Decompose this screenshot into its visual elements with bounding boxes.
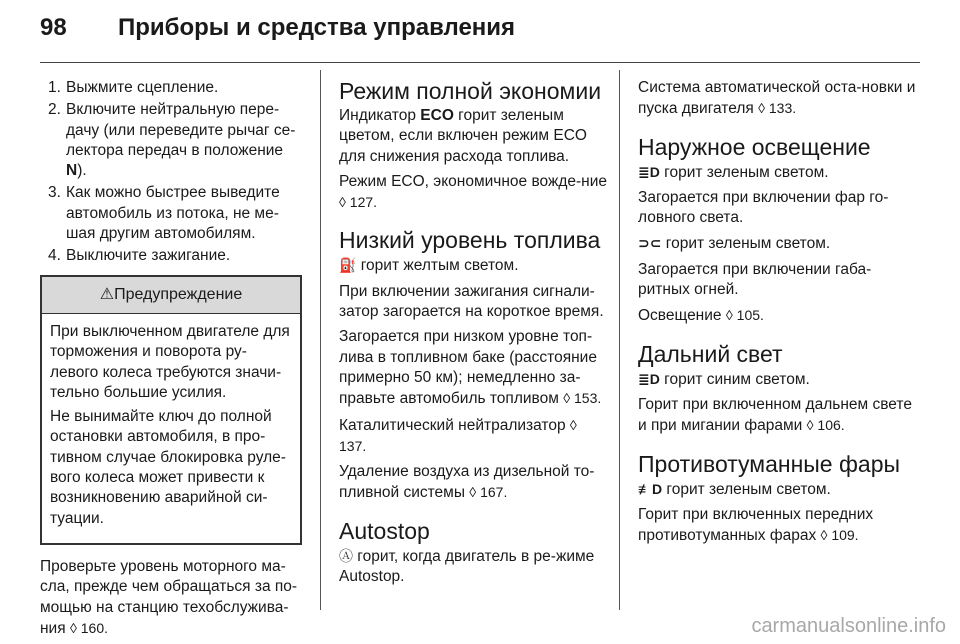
warning-body [42,314,300,543]
fuel-paragraph: ⛽ горит желтым светом. [339,257,519,275]
lighting-paragraph: ⊃⊂ горит зеленым светом. [638,235,831,253]
lighting-paragraph: ≣D горит зеленым светом. [638,163,829,181]
low-beam-icon: ≣D [638,163,660,180]
fuel-paragraph: Удаление воздуха из дизельной то-пливной системы ◊ 167. [339,463,595,502]
list-item: 4. Выключите зажигание. [48,247,231,265]
page-ref-link[interactable]: ◊ 127. [339,194,378,211]
header-rule [40,62,920,63]
warning-header [42,277,300,314]
list-item: 3. Как можно быстрее выведите автомобиль из потока, не ме-шая другим автомобилям. [48,184,280,243]
start-stop-paragraph: Система автоматической оста-новки и пуска двигателя ◊ 133. [638,79,916,118]
page-ref-link[interactable]: ◊ 105. [725,307,764,324]
lighting-paragraph: Освещение ◊ 105. [638,307,764,325]
autostop-icon: Ⓐ [339,547,353,564]
fuel-paragraph: При включении зажигания сигнали-затор загорается на короткое время. [339,282,604,321]
warning-paragraph: При выключенном двигателе для торможения и поворота ру-левого колеса требуются значи-тельно большие усилия. [50,322,290,401]
page-ref-link[interactable]: ◊ 160. [69,619,108,636]
column-divider-2 [619,70,620,610]
oil-check-paragraph: Проверьте уровень моторного ма-сла, прежде чем обращаться за по-мощью на станцию техобслужива-ния ◊ 160. [40,557,298,637]
watermark: carmanualsonline.info [751,615,946,637]
page-ref-link[interactable]: ◊ 109. [820,527,859,544]
list-item: 2. Включите нейтральную пере-дачу (или переведите рычаг се-лектора передач в положение N). [48,101,296,180]
fuel-pump-icon: ⛽ [339,257,357,274]
fog-paragraph: Горит при включенных передних противотуманных фарах ◊ 109. [638,505,874,545]
lighting-paragraph: Загорается при включении габа-ритных огней. [638,260,872,299]
heading-low-fuel: Низкий уровень топлива [339,227,601,254]
list-item: 1. Выжмите сцепление. [48,79,219,96]
high-beam-paragraph: Горит при включенном дальнем свете и при мигании фарами ◊ 106. [638,395,912,435]
eco-paragraph: Индикатор ECO горит зеленым цветом, если включен режим ECO для снижения расхода топлива. [339,107,587,165]
lighting-paragraph: Загорается при включении фар го-ловного света. [638,188,889,227]
warning-title: Предупреждение [114,285,243,303]
page-ref-link[interactable]: ◊ 153. [563,390,602,407]
warning-box [40,275,302,545]
heading-exterior-lighting: Наружное освещение [638,133,871,160]
column-3 [638,78,920,551]
page-ref-link[interactable]: ◊ 133. [758,100,797,117]
page-header [40,14,920,54]
page-number: 98 [40,14,67,41]
side-light-icon: ⊃⊂ [638,235,662,252]
high-beam-paragraph: ≣D горит синим светом. [638,370,810,388]
warning-paragraph: Не вынимайте ключ до полной остановки автомобиля, в про-тивном случае блокировка руле-вого колеса может привести к возникновению аварийной си-туации. [50,408,286,527]
eco-ref-paragraph: Режим ECO, экономичное вожде-ние ◊ 127. [339,172,607,211]
heading-eco: Режим полной экономии [339,78,602,104]
page-ref-link[interactable]: ◊ 137. [339,416,577,454]
steps-list [40,78,302,267]
page-title: Приборы и средства управления [118,14,516,41]
page-ref-link[interactable]: ◊ 167. [469,484,508,501]
fog-paragraph: ≢D горит зеленым светом. [638,480,831,498]
high-beam-icon: ≣D [638,370,660,387]
column-1 [40,78,302,644]
fuel-paragraph: Каталитический нейтрализатор ◊ 137. [339,416,577,454]
heading-autostop: Autostop [339,517,430,544]
page-ref-link[interactable]: ◊ 106. [806,417,845,434]
autostop-paragraph: Ⓐ горит, когда двигатель в ре-жиме Autostop. [339,547,595,586]
column-2 [339,78,607,592]
fuel-paragraph: Загорается при низком уровне топ-лива в топливном баке (расстояние примерно 50 км); немедленно за-правьте автомобиль топливом ◊ 153. [339,328,602,408]
heading-fog-lights: Противотуманные фары [638,450,901,477]
column-divider-1 [320,70,321,610]
heading-high-beam: Дальний свет [638,340,783,367]
warning-icon: ⚠ [99,285,115,303]
fog-light-icon: ≢D [638,480,663,497]
